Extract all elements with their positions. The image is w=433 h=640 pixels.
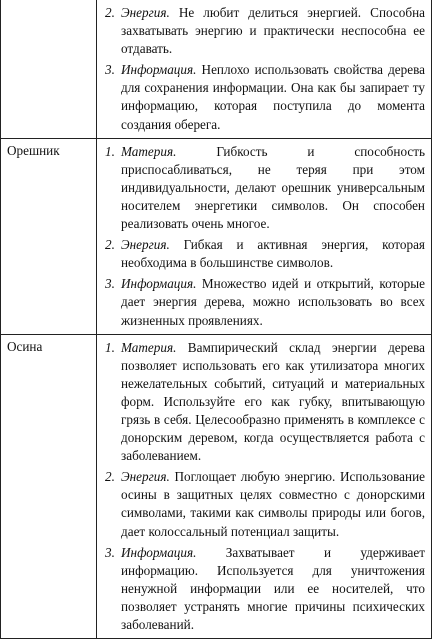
item-term: Энергия. [121, 469, 170, 485]
item-number: 2. [105, 469, 115, 485]
item-term: Материя. [121, 339, 177, 355]
item-number: 3. [105, 544, 115, 560]
item-text: Захватывает и удерживает информацию. Используется для уничтожения ненужной информации или ее носителей, что позволяет устранять многие причины психических заболеваний. [121, 544, 425, 632]
item-term: Информация. [121, 276, 197, 292]
list-item [97, 468, 425, 540]
item-text: Множество идей и открытий, которые дает энергия дерева, можно использовать во всех жизненных проявлениях. [121, 276, 425, 328]
item-number: 2. [105, 237, 115, 253]
item-text: Гибкая и активная энергия, которая необходима в большинстве символов. [121, 237, 425, 271]
property-list [97, 339, 425, 635]
tree-name-cell: Орешник [1, 138, 97, 334]
item-number: 3. [105, 276, 115, 292]
tree-description-cell [97, 0, 432, 138]
tree-name-cell [1, 0, 97, 138]
list-item [97, 61, 425, 133]
item-number: 2. [105, 5, 115, 20]
item-number: 1. [105, 339, 115, 355]
list-item [97, 275, 425, 329]
item-term: Энергия. [121, 5, 170, 20]
tree-description-cell [97, 334, 432, 639]
item-text: Вампирический склад энергии дерева позволяет использовать его как утилизатора многих нежелательных событий, ситуаций и материальных форм. Используйте его как губку, впитывающую грязь в себя. Целесообразно применять в комплексе с донорским деревом, когда осуществляется работа с заболеванием. [121, 339, 425, 464]
item-number: 3. [105, 62, 115, 78]
list-item [97, 339, 425, 466]
property-list [97, 4, 425, 134]
list-item [97, 236, 425, 272]
item-term: Материя. [121, 143, 177, 159]
list-item [97, 544, 425, 634]
list-item [97, 4, 425, 58]
table-row [1, 138, 432, 334]
item-term: Энергия. [121, 237, 170, 253]
table-row [1, 0, 432, 138]
list-item [97, 143, 425, 233]
item-text: Неплохо использовать свойства дерева для сохранения информации. Она как бы запирает ту информацию, которая поступила до момента создания оберега. [121, 62, 425, 132]
item-term: Информация. [121, 544, 197, 560]
tree-description-cell [97, 138, 432, 334]
tree-name-cell: Осина [1, 334, 97, 639]
item-text: Гибкость и способность приспосабливаться, не теряя при этом индивидуальности, делают орешник универсальным носителем энергетики символов. Он способен реализовать очень многое. [121, 143, 425, 232]
table-row [1, 334, 432, 639]
item-text: Не любит делиться энергией. Способна захватывать энергию и практически неспособна ее отдавать. [121, 5, 425, 57]
property-list [97, 143, 425, 330]
item-term: Информация. [121, 62, 197, 78]
item-text: Поглощает любую энергию. Использование осины в защитных целях совместно с донорскими символами, такими как символы природы или богов, дает колоссальный потенциал защиты. [121, 469, 425, 539]
item-number: 1. [105, 143, 115, 159]
